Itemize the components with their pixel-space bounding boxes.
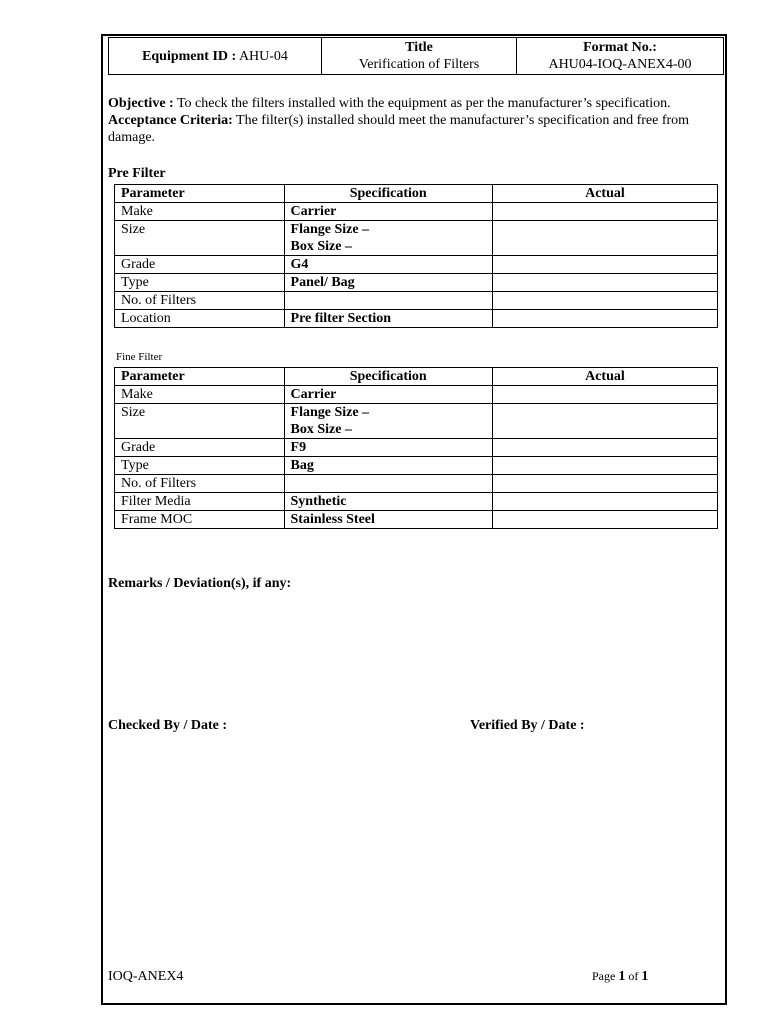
- specification-cell: [284, 274, 492, 292]
- column-header-parameter: Parameter: [115, 185, 285, 203]
- table-row: [115, 493, 718, 511]
- parameter-cell: Location: [115, 310, 285, 328]
- column-header-actual: Actual: [492, 368, 717, 386]
- actual-cell: [492, 511, 717, 529]
- specification-line: Stainless Steel: [290, 512, 375, 527]
- parameter-cell: Frame MOC: [115, 511, 285, 529]
- actual-cell: [492, 457, 717, 475]
- table-row: [115, 439, 718, 457]
- column-header-parameter: Parameter: [115, 368, 285, 386]
- actual-cell: [492, 386, 717, 404]
- table-row: [115, 221, 718, 256]
- specification-line: Box Size –: [290, 422, 352, 437]
- actual-cell: [492, 292, 717, 310]
- pre-filter-table: [114, 184, 718, 328]
- parameter-cell: Filter Media: [115, 493, 285, 511]
- table-row: [115, 256, 718, 274]
- actual-cell: [492, 493, 717, 511]
- specification-cell: [284, 511, 492, 529]
- specification-line: Carrier: [290, 204, 337, 219]
- specification-cell: [284, 256, 492, 274]
- checked-by-label: Checked By / Date :: [108, 718, 227, 733]
- specification-cell: [284, 404, 492, 439]
- specification-cell: [284, 475, 492, 493]
- parameter-cell: Make: [115, 386, 285, 404]
- specification-cell: [284, 292, 492, 310]
- actual-cell: [492, 256, 717, 274]
- format-label: Format No.:: [583, 40, 657, 55]
- fine-filter-table: [114, 367, 718, 529]
- objective-label: Objective :: [108, 96, 174, 111]
- objective-line: [108, 95, 724, 112]
- objective-block: [108, 95, 724, 146]
- equipment-id-cell: [109, 38, 322, 75]
- acceptance-text: The filter(s) installed should meet the manufacturer’s specification and free from damage.: [108, 113, 700, 145]
- specification-line: Pre filter Section: [290, 311, 392, 326]
- footer-page-number: [592, 969, 648, 985]
- specification-line: Synthetic: [290, 494, 347, 509]
- column-header-actual: Actual: [492, 185, 717, 203]
- specification-cell: [284, 203, 492, 221]
- parameter-cell: Type: [115, 274, 285, 292]
- of-word: of: [628, 969, 639, 983]
- page-total: 1: [641, 969, 649, 984]
- header-table: [108, 37, 724, 75]
- parameter-cell: Grade: [115, 256, 285, 274]
- specification-line: Flange Size –: [290, 405, 370, 420]
- specification-line: Bag: [290, 458, 314, 473]
- table-row: [115, 404, 718, 439]
- parameter-cell: Size: [115, 221, 285, 256]
- title-value: Verification of Filters: [358, 57, 480, 72]
- specification-line: Box Size –: [290, 239, 352, 254]
- actual-cell: [492, 404, 717, 439]
- specification-line: Panel/ Bag: [290, 275, 355, 290]
- parameter-cell: Size: [115, 404, 285, 439]
- table-row: [115, 203, 718, 221]
- column-header-specification: Specification: [284, 368, 492, 386]
- parameter-cell: No. of Filters: [115, 475, 285, 493]
- actual-cell: [492, 310, 717, 328]
- actual-cell: [492, 475, 717, 493]
- parameter-cell: Type: [115, 457, 285, 475]
- table-row: [115, 310, 718, 328]
- parameter-cell: Make: [115, 203, 285, 221]
- specification-line: F9: [290, 440, 307, 455]
- specification-line: G4: [290, 257, 309, 272]
- specification-cell: [284, 457, 492, 475]
- specification-cell: [284, 493, 492, 511]
- equipment-id-value: AHU-04: [238, 48, 288, 64]
- format-value: AHU04-IOQ-ANEX4-00: [548, 57, 692, 72]
- table-row: [115, 386, 718, 404]
- footer-doc-code: IOQ-ANEX4: [108, 969, 184, 984]
- page-num: 1: [618, 969, 626, 984]
- verified-by-label: Verified By / Date :: [470, 718, 585, 733]
- specification-line: Flange Size –: [290, 222, 370, 237]
- format-cell: [517, 38, 724, 75]
- actual-cell: [492, 221, 717, 256]
- page-word: Page: [592, 969, 616, 983]
- remarks-label: Remarks / Deviation(s), if any:: [108, 576, 292, 591]
- column-header-specification: Specification: [284, 185, 492, 203]
- table-row: [115, 511, 718, 529]
- specification-cell: [284, 439, 492, 457]
- table-row: [115, 274, 718, 292]
- actual-cell: [492, 274, 717, 292]
- table-row: [115, 475, 718, 493]
- specification-line: [291, 292, 486, 309]
- equipment-id-label: Equipment ID :: [142, 48, 237, 64]
- parameter-cell: Grade: [115, 439, 285, 457]
- parameter-cell: No. of Filters: [115, 292, 285, 310]
- objective-text: To check the filters installed with the equipment as per the manufacturer’s specification.: [176, 96, 671, 111]
- actual-cell: [492, 439, 717, 457]
- actual-cell: [492, 203, 717, 221]
- fine-filter-title: Fine Filter: [116, 351, 163, 363]
- acceptance-label: Acceptance Criteria:: [108, 113, 233, 128]
- specification-cell: [284, 386, 492, 404]
- table-row: [115, 292, 718, 310]
- title-label: Title: [405, 40, 433, 55]
- acceptance-line: [108, 112, 724, 146]
- title-cell: [322, 38, 517, 75]
- specification-line: [291, 475, 486, 492]
- specification-line: Carrier: [290, 387, 337, 402]
- pre-filter-title: Pre Filter: [108, 166, 166, 181]
- specification-cell: [284, 221, 492, 256]
- specification-cell: [284, 310, 492, 328]
- table-row: [115, 457, 718, 475]
